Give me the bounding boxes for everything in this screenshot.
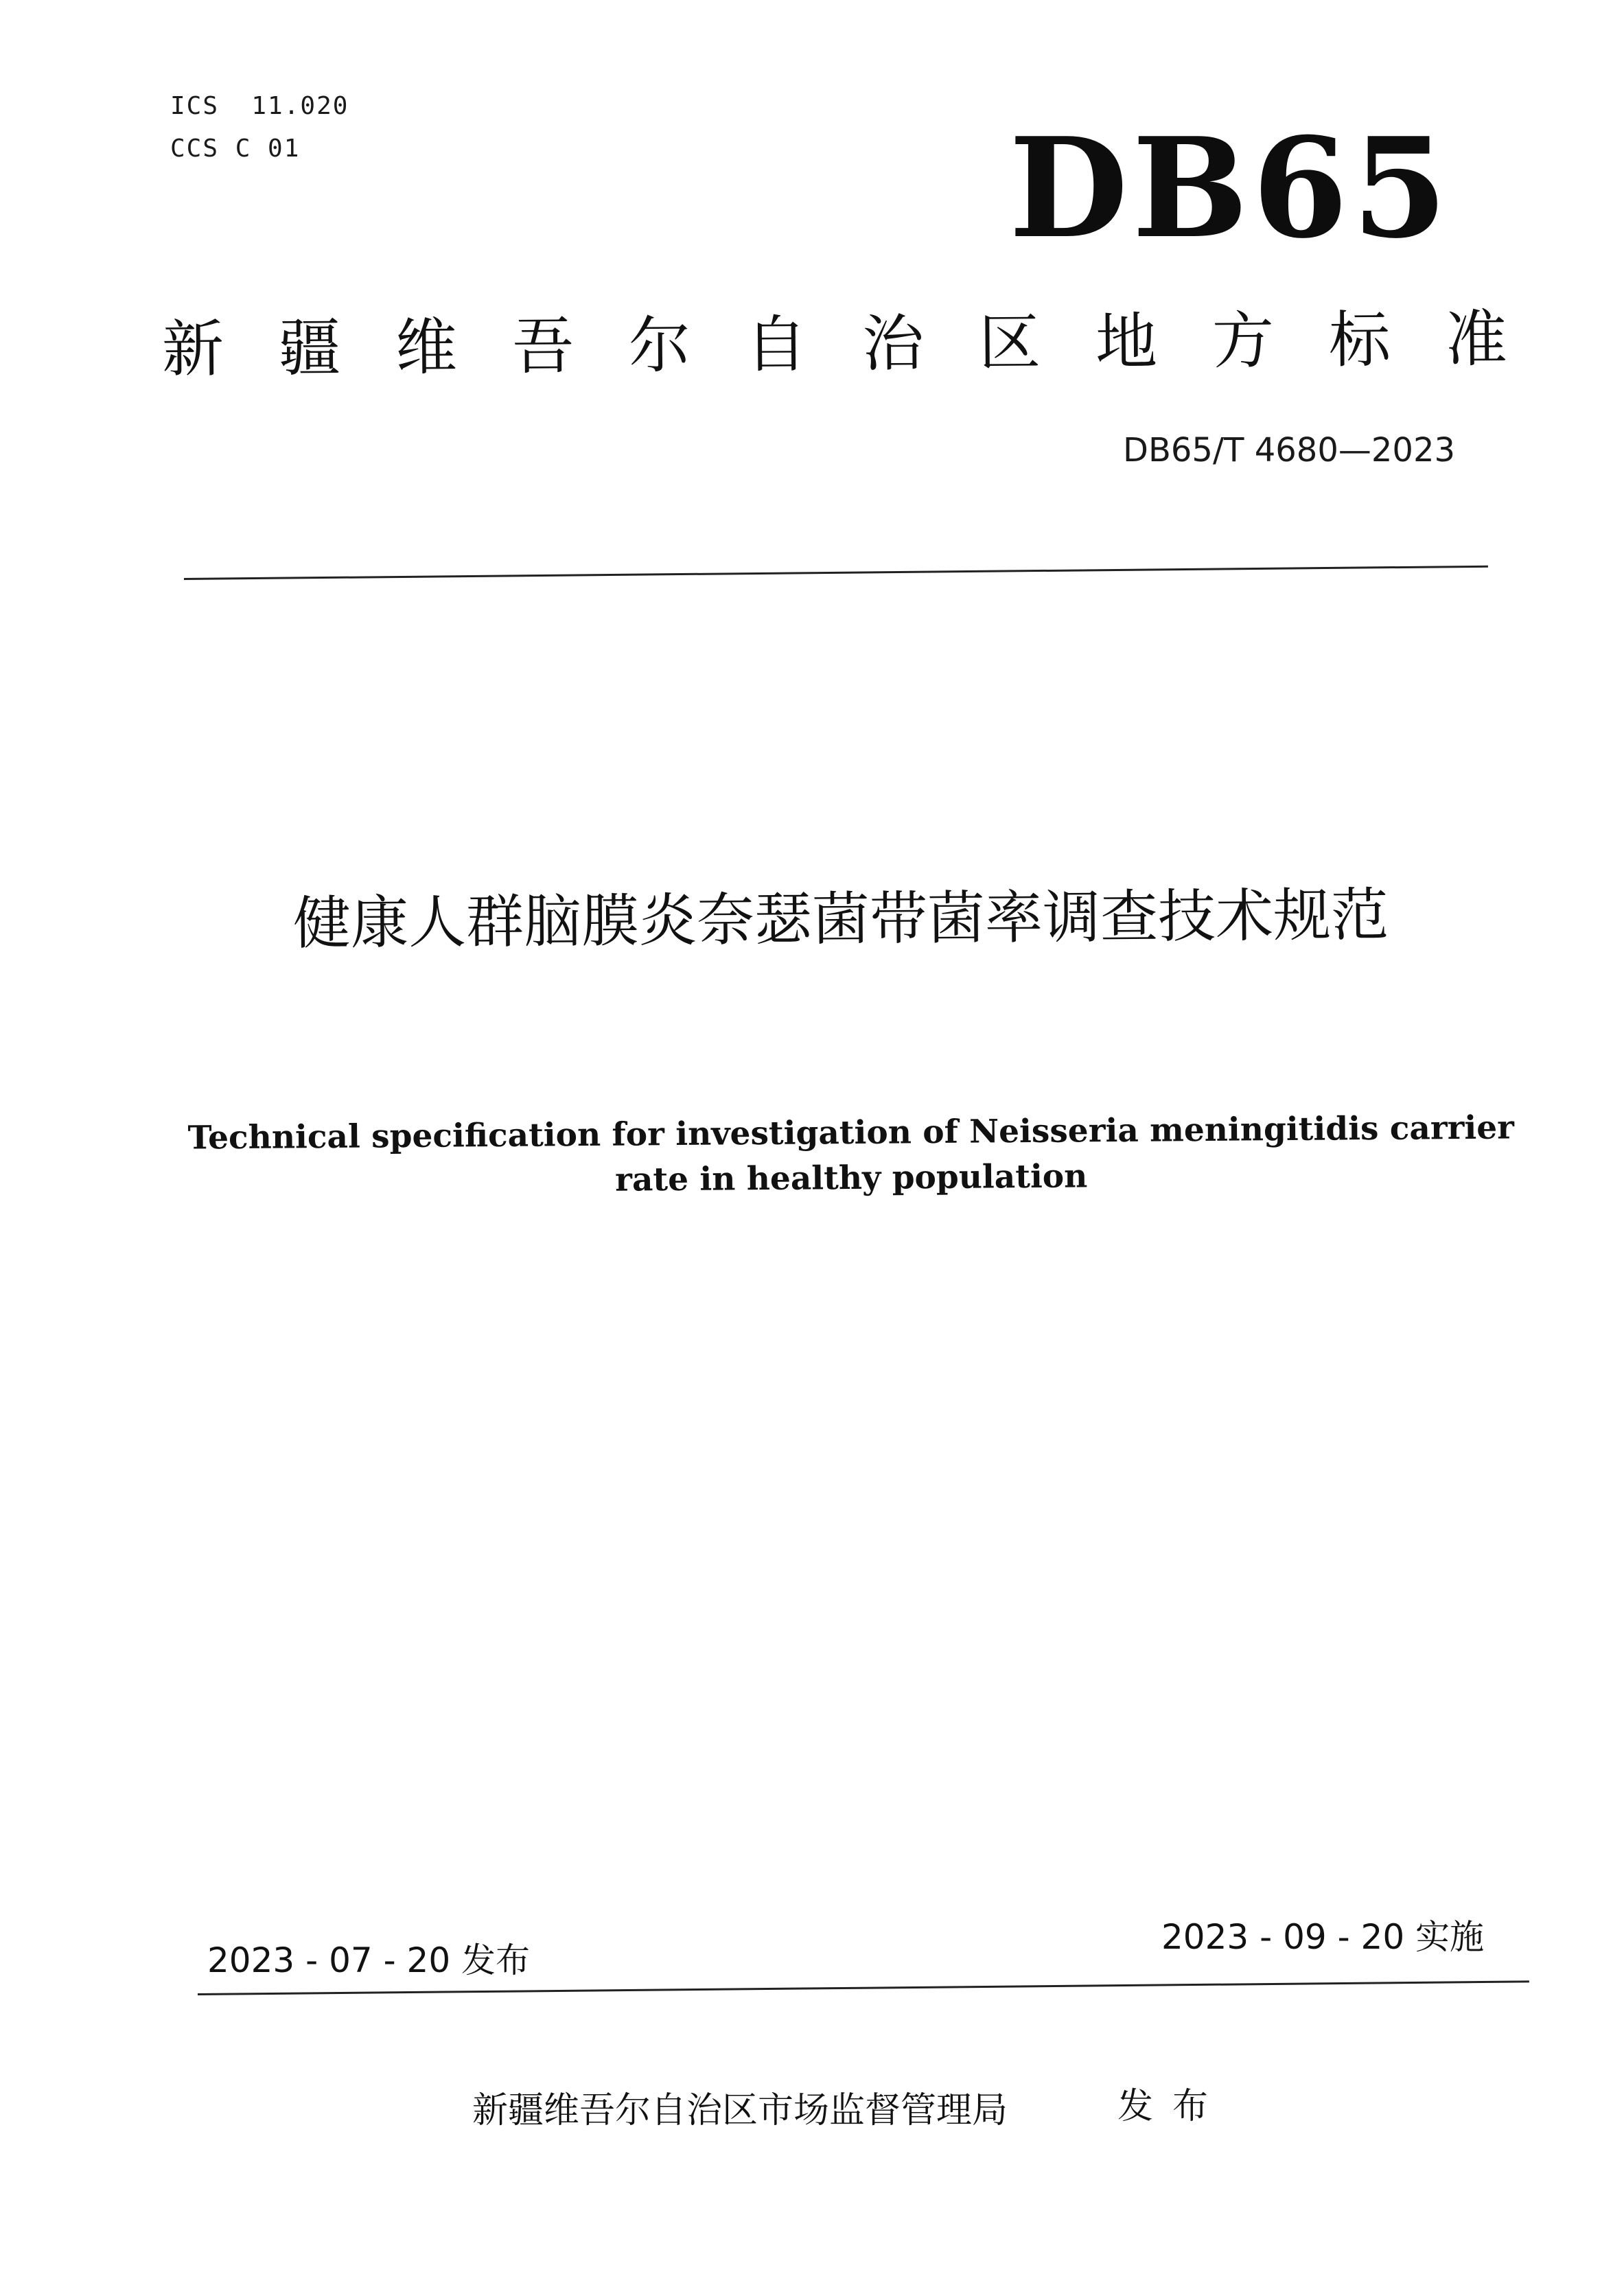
footer-divider [198,1980,1529,1995]
standard-number: DB65/T 4680—2023 [1123,431,1456,469]
publisher-name: 新疆维吾尔自治区市场监督管理局 [472,2090,1008,2131]
document-title-english: Technical specification for investigation of Neisseria meningitidis carrier rate in healthy population [187,1109,1515,1199]
implementation-date: 2023 - 09 - 20 实施 [1161,1917,1485,1957]
db-standard-logo: DB65 [1009,108,1452,269]
standard-category-title: 新疆维吾尔自治区地方标准 [161,302,1563,386]
ccs-code: CCS C 01 [170,135,301,163]
publish-label: 发布 [1117,2086,1228,2127]
header-divider [184,566,1488,580]
document-title-chinese: 健康人群脑膜炎奈瑟菌带菌率调查技术规范 [292,881,1389,958]
ics-code: ICS 11.020 [170,92,349,120]
issue-date: 2023 - 07 - 20 发布 [207,1940,531,1980]
